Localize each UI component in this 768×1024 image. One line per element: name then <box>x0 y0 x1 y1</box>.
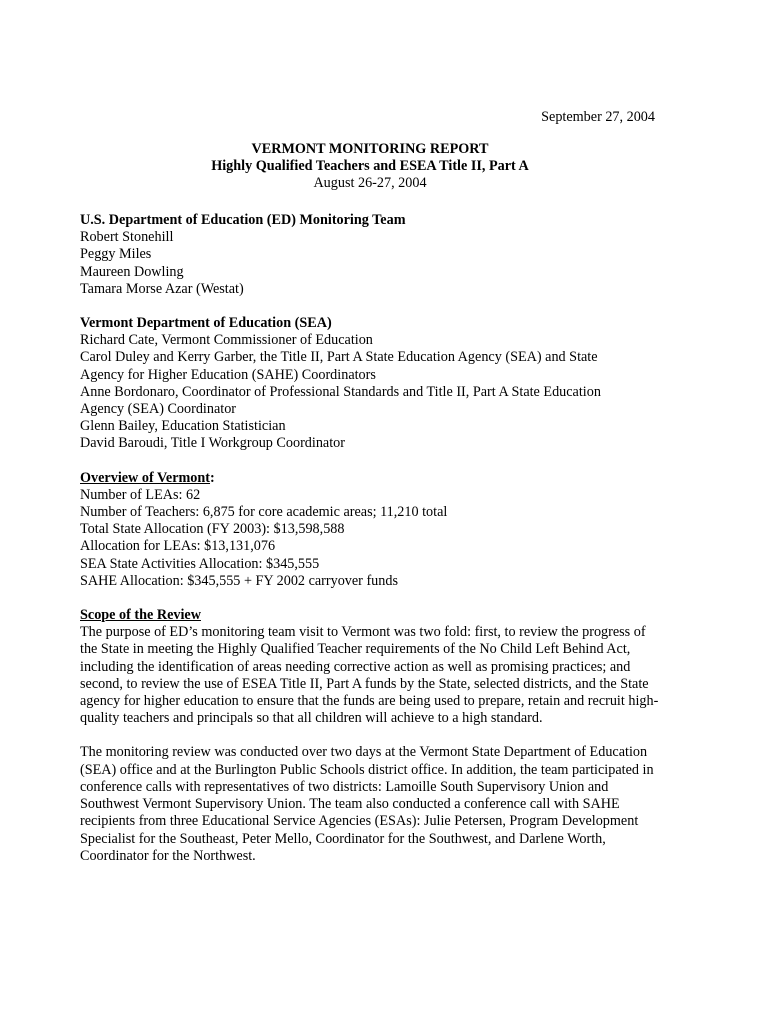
scope-heading: Scope of the Review <box>80 607 201 624</box>
ed-team-member: Maureen Dowling <box>80 263 184 280</box>
overview-line: SAHE Allocation: $345,555 + FY 2002 carryover funds <box>80 572 398 589</box>
visit-dates: August 26-27, 2004 <box>313 175 427 192</box>
sea-team-line: Richard Cate, Vermont Commissioner of Education <box>80 332 373 349</box>
scope-paragraph-2: The monitoring review was conducted over two days at the Vermont State Department of Education (SEA) office and at the Burlington Public Schools district office. In addition, the team participated in conference calls with representatives of two districts: Lamoille South Supervisory Union and Southwest Vermont Supervisory Union. The team also conducted a conference call with SAHE recipients from three Educational Service Agencies (ESAs): Julie Petersen, Program Development Specialist for the Southeast, Peter Mello, Coordinator for the Southwest, and Darlene Worth, Coordinator for the Northwest. <box>80 744 654 864</box>
overview-heading-colon: : <box>210 469 215 486</box>
scope-section <box>80 607 660 865</box>
scope-paragraph-1: The purpose of ED’s monitoring team visit to Vermont was two fold: first, to review the progress of the State in meeting the Highly Qualified Teacher requirements of the No Child Left Behind Act, including the identification of areas needing corrective action as well as promising practices; and second, to review the use of ESEA Title II, Part A funds by the State, selected districts, and the State agency for higher education to ensure that the funds are being used to prepare, retain and recruit high-quality teachers and principals so that all children will achieve to a high standard. <box>80 624 659 727</box>
sea-team-line: Agency (SEA) Coordinator <box>80 401 237 418</box>
overview-line: Allocation for LEAs: $13,131,076 <box>80 538 276 555</box>
overview-section <box>80 470 660 590</box>
sea-team-line: Carol Duley and Kerry Garber, the Title II, Part A State Education Agency (SEA) and State <box>80 349 598 366</box>
ed-team-section <box>80 212 660 298</box>
ed-team-member: Robert Stonehill <box>80 229 174 246</box>
sea-team-line: Glenn Bailey, Education Statistician <box>80 418 286 435</box>
overview-line: Total State Allocation (FY 2003): $13,598,588 <box>80 521 345 538</box>
overview-line: Number of Teachers: 6,875 for core academic areas; 11,210 total <box>80 504 448 521</box>
ed-team-member: Peggy Miles <box>80 246 152 263</box>
ed-team-member: Tamara Morse Azar (Westat) <box>80 280 244 297</box>
report-body <box>80 212 660 882</box>
overview-heading <box>80 470 660 487</box>
report-subtitle: Highly Qualified Teachers and ESEA Title II, Part A <box>211 158 529 175</box>
overview-heading-text: Overview of Vermont <box>80 469 211 486</box>
report-title: VERMONT MONITORING REPORT <box>251 141 489 157</box>
sea-team-section <box>80 315 660 453</box>
ed-team-heading: U.S. Department of Education (ED) Monitoring Team <box>80 212 406 228</box>
title-block <box>0 141 740 193</box>
overview-line: Number of LEAs: 62 <box>80 486 201 503</box>
sea-team-line: Anne Bordonaro, Coordinator of Professional Standards and Title II, Part A State Education <box>80 383 601 400</box>
overview-line: SEA State Activities Allocation: $345,555 <box>80 555 320 572</box>
sea-team-line: Agency for Higher Education (SAHE) Coordinators <box>80 366 376 383</box>
report-date: September 27, 2004 <box>541 109 655 125</box>
sea-team-heading: Vermont Department of Education (SEA) <box>80 315 332 332</box>
sea-team-line: David Baroudi, Title I Workgroup Coordinator <box>80 435 345 452</box>
